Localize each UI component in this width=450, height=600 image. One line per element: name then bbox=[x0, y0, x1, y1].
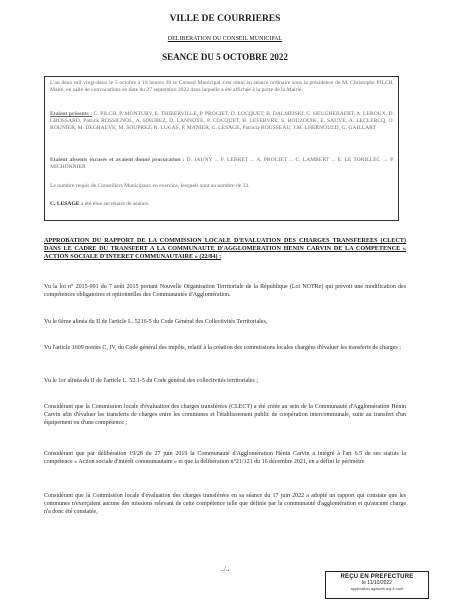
attendance-box bbox=[44, 76, 399, 221]
paragraph-clect: Considérant que la Commission locale d'évaluation des charges transférées (CLECT) a été créée au sein de la Communauté d'Agglomération Hénin Carvin afin d'évaluer les transferts de charges entre les communes et l'établissement public de coopération intercommunale, suite au transfert d'un équipement ou d'une compétence ; bbox=[44, 404, 406, 426]
present-members bbox=[50, 111, 394, 133]
secretary-text: a été élue secrétaire de séance. bbox=[80, 201, 150, 207]
paragraph-rapport: Considérant que la Commission locale d'évaluation des charges transférées en sa séance du 17 juin 2022 a adopté un rapport qui constate que les communes n'exerçaient aucune des missions relevant de cette compétence telle que définie par la communauté d'agglomération et qu'aucune charge n'a donc été constatée, bbox=[44, 493, 406, 515]
deliberation-heading: APPROBATION DU RAPPORT DE LA COMMISSION LOCALE D'EVALUATION DES CHARGES TRANSFEREES (CLECT) DANS LE CADRE DU TRANSFERT A LA COMMUNAUTE D'AGGLOMERATION HENIN CARVIN DE LA COMPETENCE « ACTION SOCIALE D'INTERET COMMUNAUTAIRE » (22/84) : bbox=[44, 237, 406, 261]
present-list: C. PILCH, P. MONTURY, E. THIBERVILLE, P. PROCIET, D. LOCQUET, B. DALMEISKI, C. HEUGHEBAERT, A. LEROUX, D. GROSSARD, Patrick ROSSIGNOL, A. HAUREZ, D. LANNOYE, P. COCQUET, B. LEFEBVRE, S. BOUZOUIK, E. SAUVE, A. LECLERCQ, O. ROUNIER, M. DEGRAEVE, M. SOUPREZ, R. LUCAS, P. MANIER, C. LESAGE, Patricia ROUSSEAU, J.M. LHERNOULD, G. GAILLART bbox=[50, 111, 394, 132]
paragraph-loi-notre: Vu la loi n° 2015-991 du 7 août 2015 portant Nouvelle Organisation Territoriale de la République (Loi NOTRe) qui prévoit une modification des compétences obligatoires et optionnelles des Communautés d'Agglomération. bbox=[44, 284, 406, 298]
stamp-reference: application.agaweb.eqi.fr.com bbox=[350, 586, 404, 591]
session-date: SEANCE DU 5 OCTOBRE 2022 bbox=[162, 52, 288, 62]
prefecture-stamp bbox=[325, 571, 429, 599]
absent-label: Etaient absents excusés et avaient donné procuration : bbox=[50, 157, 185, 163]
stamp-date: le 11/10/2022 bbox=[362, 580, 392, 586]
attendance-intro: L'an deux mil vingt-deux le 5 octobre à 18 heures 30 le Conseil Municipal s'est réuni en séance ordinaire sous la présidence de M. Christophe PILCH, Maire, en salle de convocations en date du 27 septembre 2022 dans laquelle a été affichée à la porte de la Mairie. bbox=[50, 80, 394, 94]
paragraph-cgi: Vu l'article 1609 nonies C, IV, du Code général des impôts, relatif à la création des commissions locales chargées d'évaluer les transferts de charges ; bbox=[44, 345, 401, 351]
document-subtitle: DELIBERATION DU CONSEIL MUNICIPAL bbox=[167, 36, 283, 42]
stamp-title: REÇU EN PREFECTURE bbox=[340, 574, 414, 580]
secretary-statement bbox=[50, 201, 394, 208]
absent-list: D. JAUNY ... F. LEBRET ... A. PROCIET ... C. LAMBERT ... E. LE TORILLEC → P. MICHONNIER bbox=[50, 157, 395, 171]
paragraph-cgct-alinea: Vu le 1er alinéa du II de l'article L. 52.1-5 du Code général des collectivités territoriales ; bbox=[44, 378, 258, 384]
paragraph-deliberation-2019: Considérant que par délibération 19/28 du 27 juin 2019 la Communauté d'Agglomération Hénin Carvin a intégré à l'art 6.5 de ses statuts la compétence « Action sociale d'intérêt communautaire » et que la délibération n°21/121 du 16 décembre 2021, en a défini le périmètre bbox=[44, 451, 406, 465]
page-title: VILLE DE COURRIERES bbox=[169, 14, 281, 24]
secretary-name: C. LESAGE bbox=[50, 201, 80, 207]
absent-members bbox=[50, 157, 394, 171]
paragraph-cgct: Vu le 6ème alinéa du II de l'article L. 5216-5 du Code Général des Collectivités Territoriales, bbox=[44, 319, 268, 325]
present-label: Etaient présents : bbox=[50, 111, 93, 117]
quorum-statement: Le nombre requis de Conseillers Municipaux en exercice, lesquels sont au nombre de 33. bbox=[50, 183, 250, 189]
continuation-marker: ../.. bbox=[220, 565, 230, 573]
